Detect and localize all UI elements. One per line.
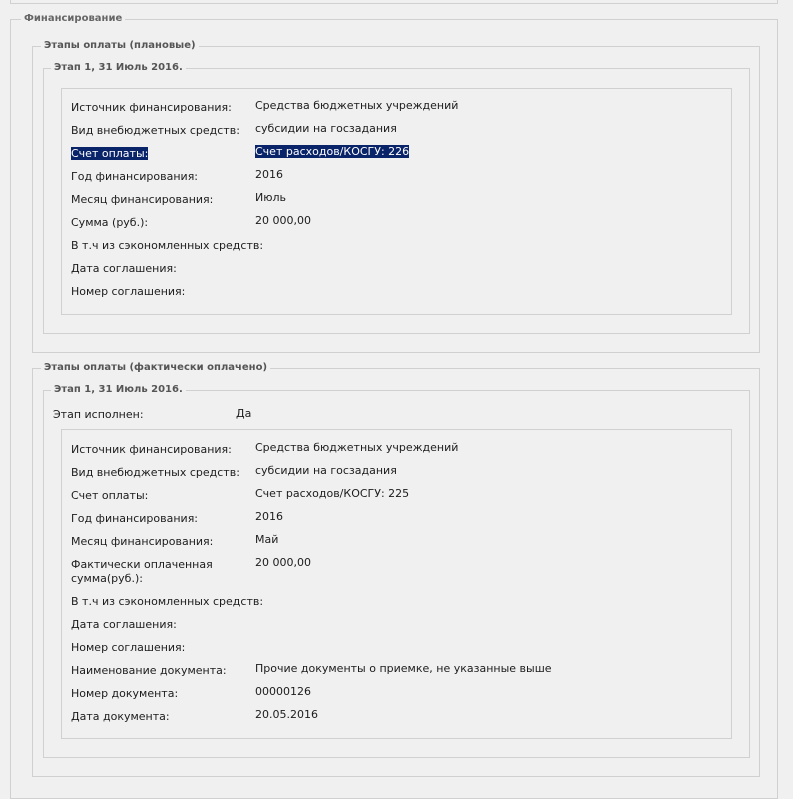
- planned-row-value: 2016: [255, 168, 283, 181]
- actual-row-value: 2016: [255, 510, 283, 523]
- planned-row-value: Средства бюджетных учреждений: [255, 99, 459, 112]
- funding-title: Финансирование: [21, 13, 125, 25]
- actual-row-value: Прочие документы о приемке, не указанные выше: [255, 662, 552, 675]
- previous-section-frame: [10, 0, 778, 4]
- planned-row-value: субсидии на госзадания: [255, 122, 397, 135]
- actual-row-value: Май: [255, 533, 279, 546]
- actual-row-value: 00000126: [255, 685, 311, 698]
- actual-row-label: Счет оплаты:: [71, 489, 149, 502]
- actual-row-label: В т.ч из сэкономленных средств:: [71, 595, 264, 608]
- actual-row-value: Счет расходов/КОСГУ: 225: [255, 487, 410, 500]
- stage-completed-label: Этап исполнен:: [53, 408, 144, 421]
- planned-row-label: Номер соглашения:: [71, 285, 186, 298]
- actual-row-label: Номер документа:: [71, 687, 179, 700]
- actual-row-label: Дата соглашения:: [71, 618, 177, 631]
- actual-row-label: Вид внебюджетных средств:: [71, 466, 240, 479]
- planned-row-value: Июль: [255, 191, 287, 204]
- planned-row-label: Сумма (руб.):: [71, 216, 149, 229]
- planned-row-label: Дата соглашения:: [71, 262, 177, 275]
- planned-row-label: Месяц финансирования:: [71, 193, 214, 206]
- stage-completed-value: Да: [236, 407, 252, 420]
- actual-row-label: Номер соглашения:: [71, 641, 186, 654]
- actual-stages-title: Этапы оплаты (фактически оплачено): [41, 362, 270, 374]
- planned-row-value: 20 000,00: [255, 214, 311, 227]
- planned-row-label: Источник финансирования:: [71, 101, 232, 114]
- planned-stages-title: Этапы оплаты (плановые): [41, 40, 199, 52]
- actual-row-label: Наименование документа:: [71, 664, 227, 677]
- actual-row-label: Месяц финансирования:: [71, 535, 214, 548]
- planned-row-label: В т.ч из сэкономленных средств:: [71, 239, 264, 252]
- actual-row-label: Год финансирования:: [71, 512, 199, 525]
- actual-stage-title: Этап 1, 31 Июль 2016.: [51, 384, 186, 396]
- planned-stage-title: Этап 1, 31 Июль 2016.: [51, 62, 186, 74]
- actual-row-value: Средства бюджетных учреждений: [255, 441, 459, 454]
- actual-row-value: субсидии на госзадания: [255, 464, 397, 477]
- planned-row-label-selected: Счет оплаты:: [71, 147, 149, 160]
- actual-row-value: 20.05.2016: [255, 708, 318, 721]
- actual-row-label: Дата документа:: [71, 710, 170, 723]
- actual-row-label: Источник финансирования:: [71, 443, 232, 456]
- planned-row-value-selected: Счет расходов/КОСГУ: 226: [255, 145, 410, 158]
- actual-row-label-line2: сумма(руб.):: [71, 572, 143, 585]
- planned-row-label: Вид внебюджетных средств:: [71, 124, 240, 137]
- planned-row-label: Год финансирования:: [71, 170, 199, 183]
- actual-row-label: Фактически оплаченная: [71, 558, 213, 571]
- actual-row-value: 20 000,00: [255, 556, 311, 569]
